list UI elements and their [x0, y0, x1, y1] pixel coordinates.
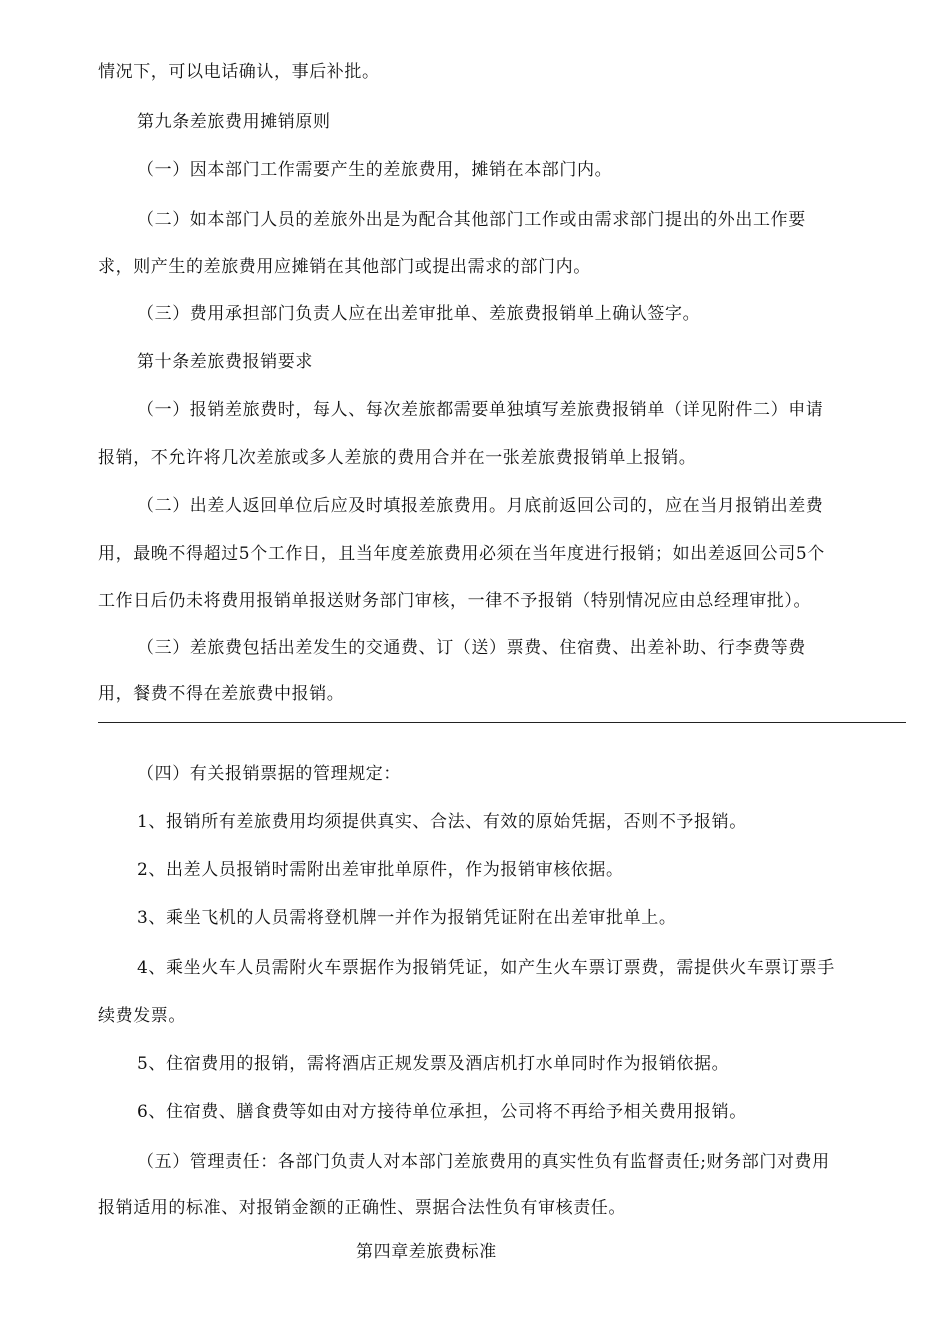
article-10-item-2-line-3: 工作日后仍未将费用报销单报送财务部门审核，一律不予报销（特别情况应由总经理审批）。 — [98, 591, 812, 611]
article-10-item-3-line-1: （三）差旅费包括出差发生的交通费、订（送）票费、住宿费、出差补助、行李费等费 — [137, 638, 806, 658]
article-10-item-1-line-1: （一）报销差旅费时，每人、每次差旅都需要单独填写差旅费报销单（详见附件二）申请 — [137, 400, 824, 420]
page-divider — [98, 722, 906, 723]
article-9-heading: 第九条差旅费用摊销原则 — [137, 112, 331, 132]
article-9-item-1: （一）因本部门工作需要产生的差旅费用，摊销在本部门内。 — [137, 160, 613, 180]
chapter-4-heading: 第四章差旅费标准 — [356, 1242, 497, 1262]
item-4-rule-2: 2、出差人员报销时需附出差审批单原件，作为报销审核依据。 — [137, 860, 624, 880]
item-4-rule-5: 5、住宿费用的报销，需将酒店正规发票及酒店机打水单同时作为报销依据。 — [137, 1054, 730, 1074]
item-4-rule-1: 1、报销所有差旅费用均须提供真实、合法、有效的原始凭据，否则不予报销。 — [137, 812, 747, 832]
item-5-line-1: （五）管理责任：各部门负责人对本部门差旅费用的真实性负有监督责任;财务部门对费用 — [137, 1152, 830, 1172]
item-4-rule-4-line-2: 续费发票。 — [98, 1006, 186, 1026]
article-9-item-3: （三）费用承担部门负责人应在出差审批单、差旅费报销单上确认签字。 — [137, 304, 701, 324]
article-10-heading: 第十条差旅费报销要求 — [137, 352, 313, 372]
article-9-item-2-line-2: 求，则产生的差旅费用应摊销在其他部门或提出需求的部门内。 — [98, 257, 591, 277]
item-4-heading: （四）有关报销票据的管理规定： — [137, 764, 401, 784]
article-10-item-3-line-2: 用，餐费不得在差旅费中报销。 — [98, 684, 345, 704]
article-10-item-1-line-2: 报销，不允许将几次差旅或多人差旅的费用合并在一张差旅费报销单上报销。 — [98, 448, 697, 468]
article-9-item-2-line-1: （二）如本部门人员的差旅外出是为配合其他部门工作或由需求部门提出的外出工作要 — [137, 210, 806, 230]
item-5-line-2: 报销适用的标准、对报销金额的正确性、票据合法性负有审核责任。 — [98, 1198, 626, 1218]
item-4-rule-6: 6、住宿费、膳食费等如由对方接待单位承担，公司将不再给予相关费用报销。 — [137, 1102, 747, 1122]
item-4-rule-4-line-1: 4、乘坐火车人员需附火车票据作为报销凭证，如产生火车票订票费，需提供火车票订票手 — [137, 958, 835, 978]
paragraph-continuation: 情况下，可以电话确认，事后补批。 — [98, 62, 380, 82]
article-10-item-2-line-1: （二）出差人返回单位后应及时填报差旅费用。月底前返回公司的，应在当月报销出差费 — [137, 496, 824, 516]
article-10-item-2-line-2: 用，最晚不得超过5个工作日，且当年度差旅费用必须在当年度进行报销；如出差返回公司5个 — [98, 544, 825, 564]
item-4-rule-3: 3、乘坐飞机的人员需将登机牌一并作为报销凭证附在出差审批单上。 — [137, 908, 677, 928]
